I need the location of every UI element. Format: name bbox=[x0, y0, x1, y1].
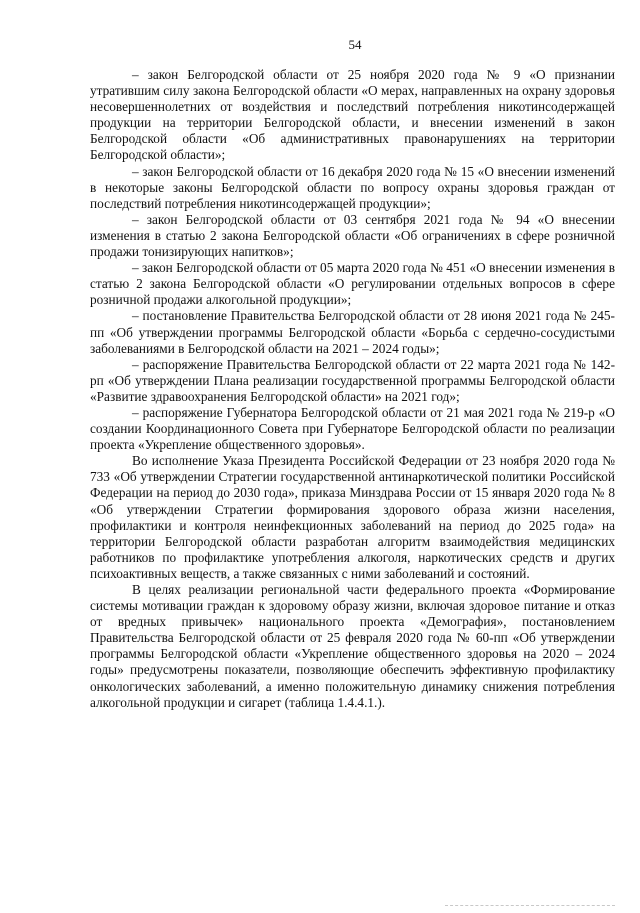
scan-edge-artifact bbox=[445, 905, 615, 906]
document-body bbox=[90, 67, 615, 711]
paragraph-order-22-mar-2021: – распоряжение Правительства Белгородской области от 22 марта 2021 года № 142-рп «Об утверждении Плана реализации государственной программы Белгородской области «Развитие здравоохранения Белгородской области» на 2021 год»; bbox=[90, 356, 615, 404]
paragraph-resolution-28-jun-2021: – постановление Правительства Белгородской области от 28 июня 2021 года № 245-пп «Об утверждении программы Белгородской области «Борьба с сердечно-сосудистыми заболеваниями в Белгородской области на 2021 – 2024 годы»; bbox=[90, 308, 615, 356]
paragraph-law-25-nov-2020: – закон Белгородской области от 25 ноября 2020 года № 9 «О признании утратившим силу закона Белгородской области «О мерах, направленных на охрану здоровья несовершеннолетних от воздействия и последствий потребления никотинсодержащей продукции на территории Белгородской области, и внесении изменений в закон Белгородской области «Об административных правонарушениях на территории Белгородской области»; bbox=[90, 67, 615, 163]
paragraph-law-03-sep-2021: – закон Белгородской области от 03 сентября 2021 года № 94 «О внесении изменения в статью 2 закона Белгородской области «Об ограничениях в сфере розничной продажи тонизирующих напитков»; bbox=[90, 211, 615, 260]
page-number: 54 bbox=[348, 37, 362, 52]
paragraph-federal-project: В целях реализации региональной части федерального проекта «Формирование системы мотивации граждан к здоровому образу жизни, включая здоровое питание и отказ от вредных привычек» национального проекта «Демография», постановлением Правительства Белгородской области от 25 февраля 2020 года № 60-пп «Об утверждении программы Белгородской области «Укрепление общественного здоровья на 2020 – 2024 годы» предусмотрены показатели, позволяющие обеспечить эффективную профилактику онкологических заболеваний, а именно положительную динамику снижения потребления алкогольной продукции и сигарет (таблица 1.4.4.1.). bbox=[90, 582, 615, 710]
paragraph-order-21-may-2021: – распоряжение Губернатора Белгородской области от 21 мая 2021 года № 219-р «О создании Координационного Совета при Губернаторе Белгородской области по реализации проекта «Укрепление общественного здоровья». bbox=[90, 404, 615, 453]
paragraph-law-05-mar-2020: – закон Белгородской области от 05 марта 2020 года № 451 «О внесении изменения в статью 2 закона Белгородской области «О регулировании отдельных вопросов в сфере розничной продажи алкогольной продукции»; bbox=[90, 260, 615, 308]
paragraph-law-16-dec-2020: – закон Белгородской области от 16 декабря 2020 года № 15 «О внесении изменений в некоторые законы Белгородской области по вопросу охраны здоровья граждан от последствий потребления никотинсодержащей продукции»; bbox=[90, 163, 615, 211]
paragraph-presidential-decree: Во исполнение Указа Президента Российской Федерации от 23 ноября 2020 года № 733 «Об утверждении Стратегии государственной антинаркотической политики Российской Федерации на период до 2030 года», приказа Минздрава России от 15 января 2020 года № 8 «Об утверждении Стратегии формирования здорового образа жизни населения, профилактики и контроля неинфекционных заболеваний на период до 2025 года» на территории Белгородской области разработан алгоритм взаимодействия медицинских работников по профилактике употребления алкоголя, наркотических средств и других психоактивных веществ, а также связанных с ними заболеваний и состояний. bbox=[90, 453, 615, 581]
